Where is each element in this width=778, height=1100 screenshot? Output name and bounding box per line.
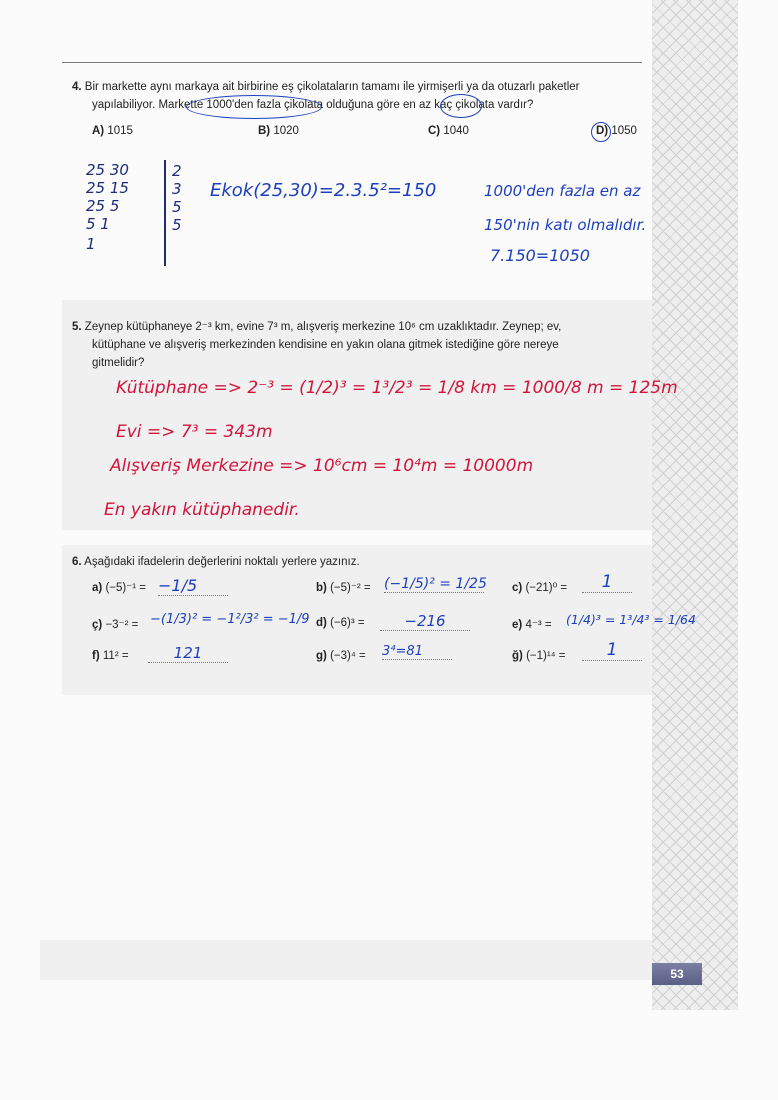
q4-note1: 1000'den fazla en az [484, 182, 641, 200]
q5-kutuphane-work: Kütüphane => 2⁻³ = (1/2)³ = 1³/2³ = 1/8 km = 1000/8 m = 125m [116, 378, 678, 398]
question-4-number: 4. [72, 81, 82, 93]
q4-note2: 150'nin katı olmalıdır. [484, 216, 647, 234]
ink-circle-option-d [591, 122, 611, 142]
decorative-pattern-sidebar [652, 0, 738, 1010]
question-4-line1: Bir markette aynı markaya ait birbirine eş çikolataların tamamı ile yirmişerli ya da otuzarlı paketler [84, 81, 580, 93]
q6-answer-f: 121 [148, 644, 228, 663]
question-5-line3: gitmelidir? [92, 357, 145, 369]
q6-answer-c-cedilla: −(1/3)² = −1²/3² = −1/9 [150, 612, 310, 627]
option-a: A) 1015 [92, 125, 133, 137]
question-4-line2: yapılabiliyor. Markette 1000'den fazla çikolata olduğuna göre en az kaç çikolata vardır? [92, 99, 534, 111]
question-6-prompt: Aşağıdaki ifadelerin değerlerini noktalı yerlere yazınız. [84, 556, 360, 568]
ink-circle-en-az [440, 94, 482, 118]
question-5-line2: kütüphane ve alışveriş merkezinden kendisine en yakın olana gitmek istediğine göre nereye [92, 339, 559, 351]
q6-answer-d: −216 [380, 612, 470, 631]
question-5-number: 5. [72, 321, 82, 333]
q4-ekok: Ekok(25,30)=2.3.5²=150 [210, 180, 437, 201]
question-5-line1: Zeynep kütüphaneye 2⁻³ km, evine 7³ m, alışveriş merkezine 10⁶ cm uzaklıktadır. Zeynep; ev, [84, 321, 562, 333]
q5-sonuc: En yakın kütüphanedir. [104, 500, 300, 520]
q6-answer-g-breve: 1 [582, 640, 642, 661]
option-b: B) 1020 [258, 125, 299, 137]
question-6-number: 6. [72, 556, 82, 568]
q5-evi-work: Evi => 7³ = 343m [116, 422, 273, 442]
page-number-badge: 53 [652, 963, 702, 985]
q6-answer-e: (1/4)³ = 1³/4³ = 1/64 [566, 612, 696, 627]
question-5-text [72, 318, 652, 372]
division-bar [164, 160, 166, 266]
q6-answer-a: −1/5 [158, 576, 228, 596]
q6-answer-c: 1 [582, 572, 632, 593]
question-6-text [72, 553, 652, 571]
footer-band [40, 940, 652, 980]
q5-alisveris-work: Alışveriş Merkezine => 10⁶cm = 10⁴m = 10000m [110, 456, 534, 476]
q6-answer-g: 3⁴=81 [382, 644, 452, 660]
top-rule [62, 62, 642, 63]
q6-answer-b: (−1/5)² = 1/25 [384, 576, 487, 592]
q4-note3: 7.150=1050 [490, 246, 590, 265]
option-c: C) 1040 [428, 125, 469, 137]
option-d: D) 1050 [596, 125, 637, 137]
question-4-text [72, 78, 652, 114]
ink-circle-fazla [186, 95, 322, 119]
